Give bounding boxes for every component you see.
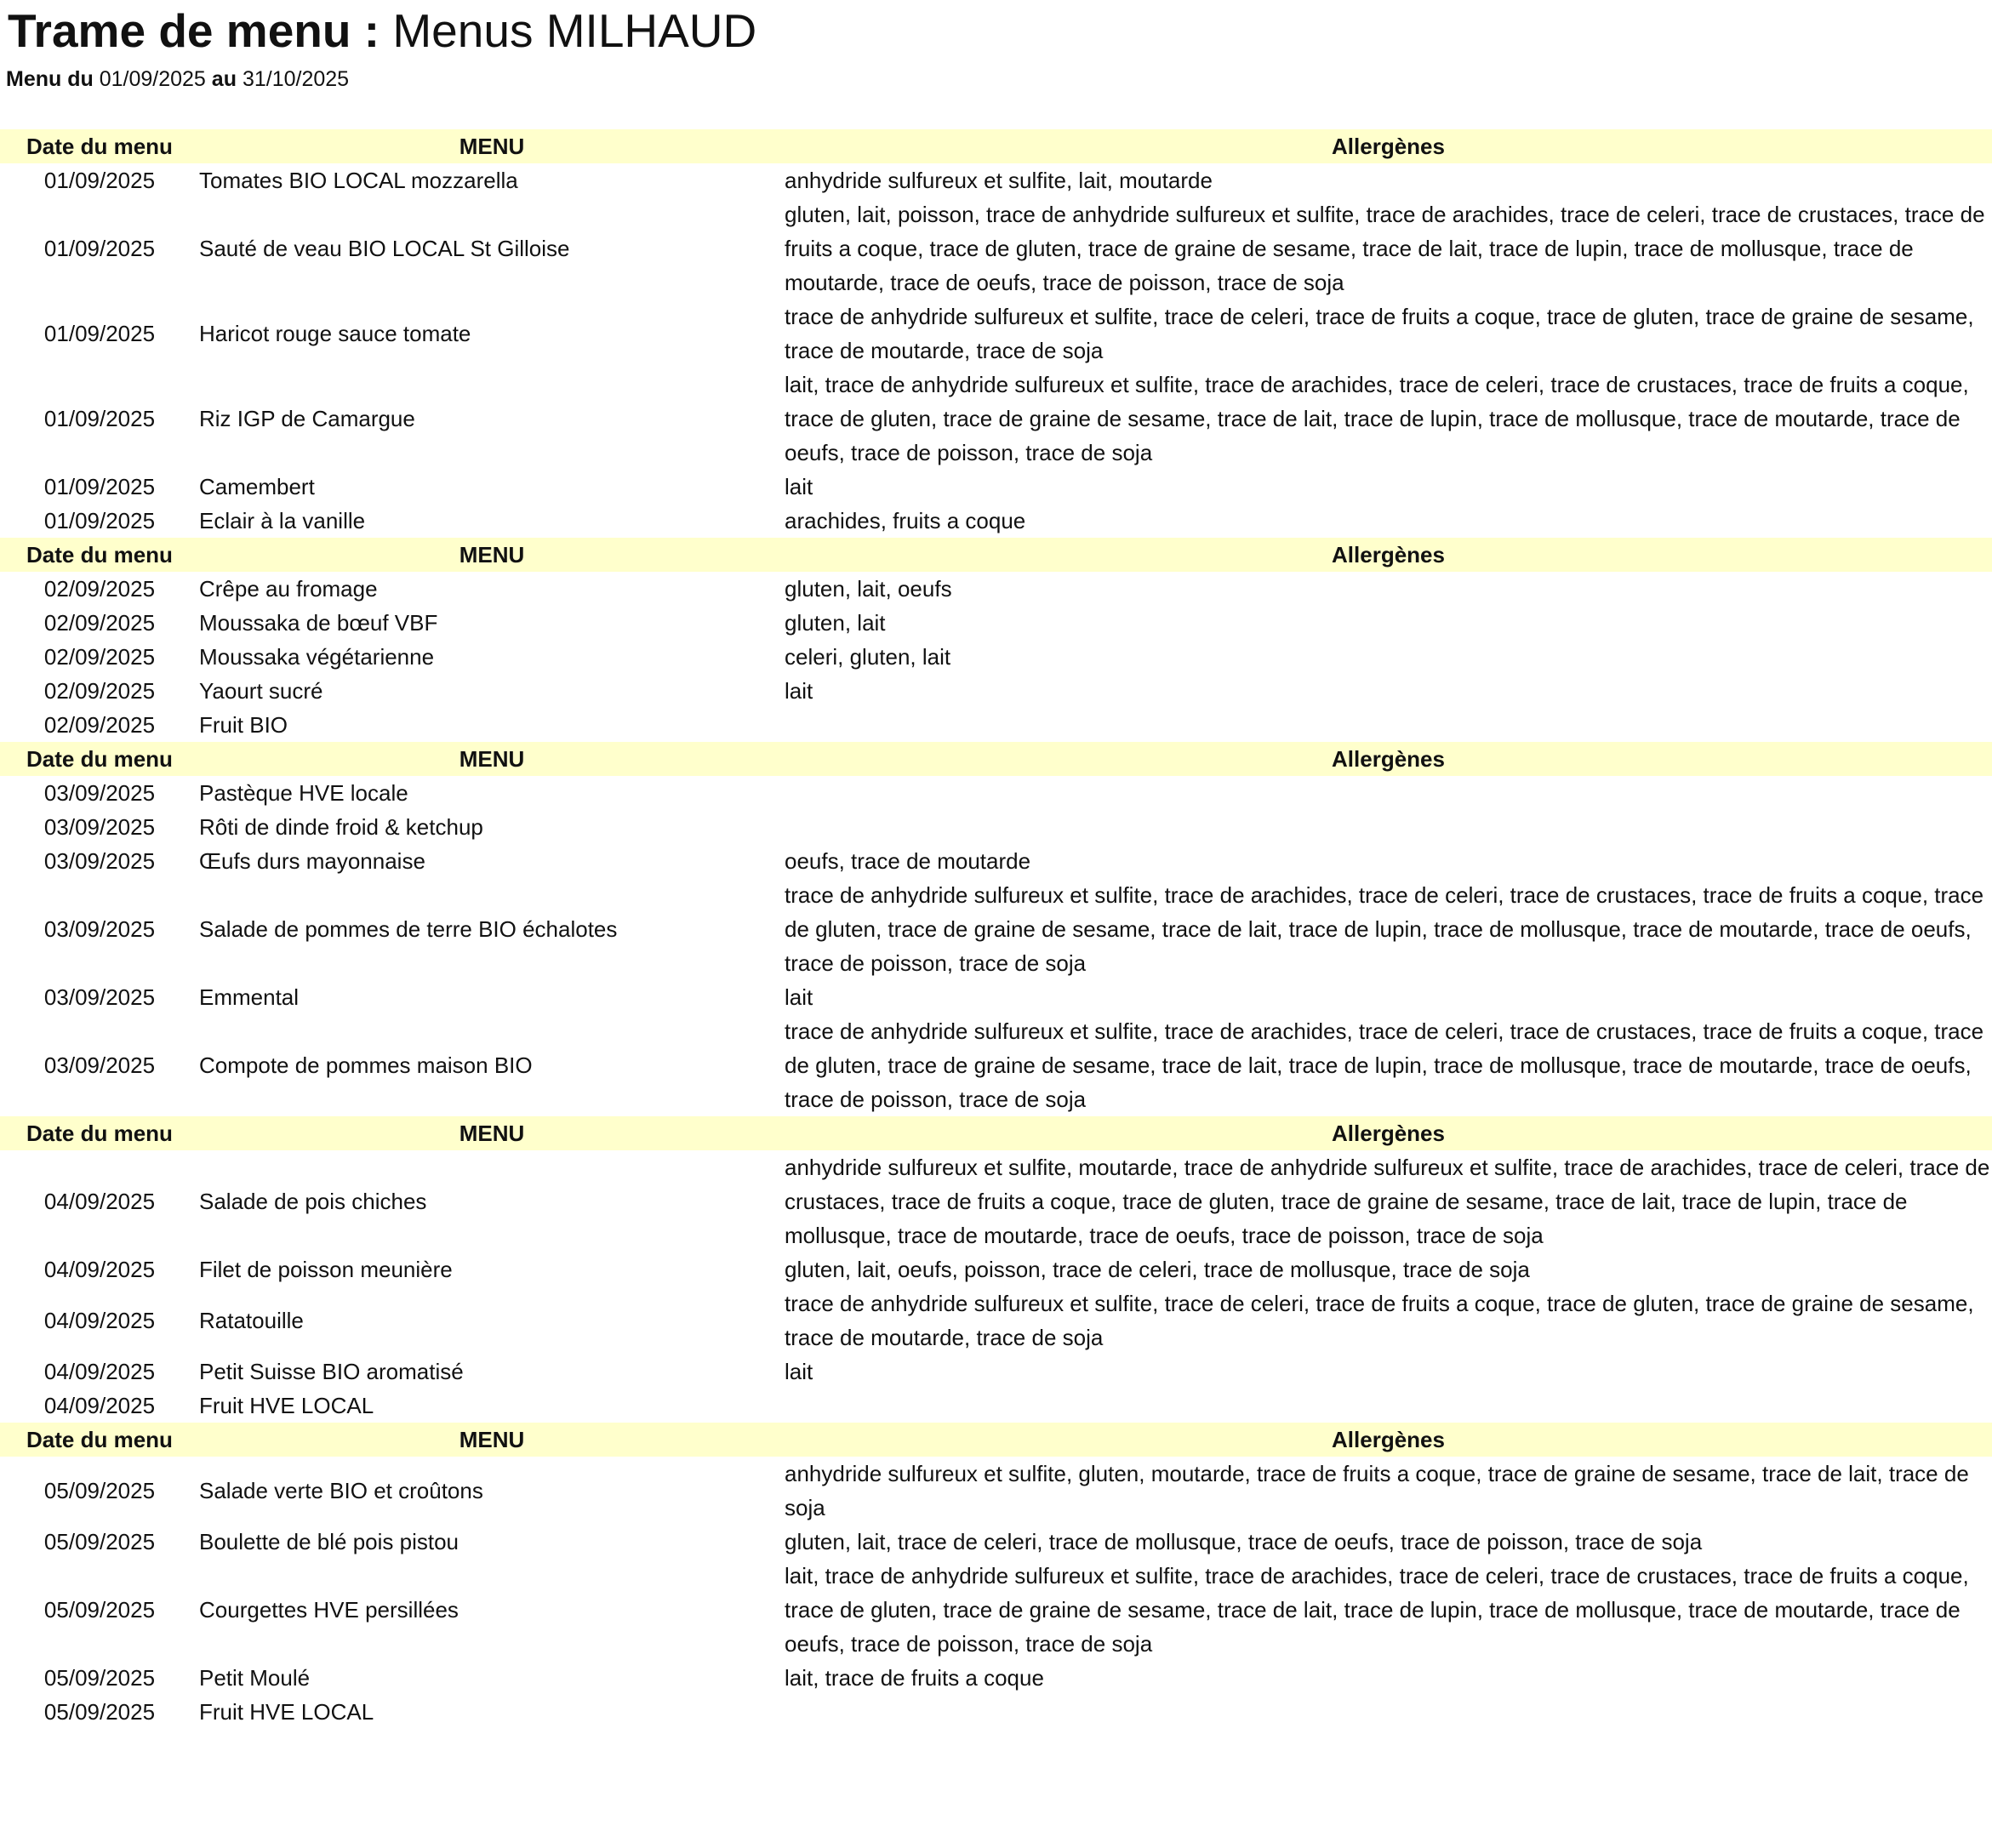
allergens-list: trace de anhydride sulfureux et sulfite, trace de celeri, trace de fruits a coque, trace de gluten, trace de graine de sesame, trace de moutarde, trace de soja [785,1291,1974,1350]
header-allergens: Allergènes [785,1116,1992,1150]
dish-name: Moussaka végétarienne [199,644,435,670]
dish-name: Petit Suisse BIO aromatisé [199,1359,464,1384]
allergens-list: anhydride sulfureux et sulfite, gluten, moutarde, trace de fruits a coque, trace de graine de sesame, trace de lait, trace de soja [785,1461,1969,1520]
menu-date: 05/09/2025 [43,1665,156,1691]
table-row [0,1389,1992,1423]
table-row [0,299,1992,368]
table-row [0,572,1992,606]
menu-date: 02/09/2025 [43,712,156,738]
header-menu: MENU [199,1116,785,1150]
column-header-row [0,742,1992,776]
menu-date: 03/09/2025 [43,1052,156,1078]
dish-name: Crêpe au fromage [199,576,378,602]
dish-name: Œufs durs mayonnaise [199,848,425,874]
allergens-list: trace de anhydride sulfureux et sulfite, trace de arachides, trace de celeri, trace de crustaces, trace de fruits a coque, trace de gluten, trace de graine de sesame, trace de lait, trace de lupin, trace de mollusque, trace de moutarde, trace de oeufs, trace de poisson, trace de soja [785,1018,1984,1112]
menu-date: 02/09/2025 [43,576,156,602]
table-row [0,1355,1992,1389]
menu-date: 01/09/2025 [43,508,156,533]
table-row [0,1286,1992,1355]
title-name: Menus MILHAUD [392,4,757,57]
menu-date: 04/09/2025 [43,1189,156,1214]
allergens-list: lait, trace de anhydride sulfureux et sulfite, trace de arachides, trace de celeri, trace de crustaces, trace de fruits a coque, trace de gluten, trace de graine de sesame, trace de lait, trace de lupin, trace de mollusque, trace de moutarde, trace de oeufs, trace de poisson, trace de soja [785,372,1969,465]
allergens-list: trace de anhydride sulfureux et sulfite, trace de arachides, trace de celeri, trace de crustaces, trace de fruits a coque, trace de gluten, trace de graine de sesame, trace de lait, trace de lupin, trace de mollusque, trace de moutarde, trace de oeufs, trace de poisson, trace de soja [785,882,1984,976]
allergens-list: gluten, lait, trace de celeri, trace de mollusque, trace de oeufs, trace de poisson, trace de soja [785,1529,1703,1554]
allergens-list [785,810,1992,844]
header-date: Date du menu [0,538,199,572]
allergens-list: celeri, gluten, lait [785,644,951,670]
allergens-list: anhydride sulfureux et sulfite, moutarde, trace de anhydride sulfureux et sulfite, trace de arachides, trace de celeri, trace de crustaces, trace de fruits a coque, trace de gluten, trace de graine de sesame, trace de lait, trace de lupin, trace de mollusque, trace de moutarde, trace de oeufs, trace de poisson, trace de soja [785,1155,1990,1248]
table-row [0,504,1992,538]
allergens-list [785,1695,1992,1729]
table-row [0,878,1992,980]
header-allergens: Allergènes [785,538,1992,572]
header-date: Date du menu [0,1423,199,1457]
dish-name: Fruit HVE LOCAL [199,1393,374,1418]
menu-date: 05/09/2025 [43,1597,156,1623]
allergens-list: lait, trace de anhydride sulfureux et sulfite, trace de arachides, trace de celeri, trace de crustaces, trace de fruits a coque, trace de gluten, trace de graine de sesame, trace de lait, trace de lupin, trace de mollusque, trace de moutarde, trace de oeufs, trace de poisson, trace de soja [785,1563,1969,1657]
column-header-row [0,129,1992,163]
header-allergens: Allergènes [785,1423,1992,1457]
table-row [0,980,1992,1014]
menu-date: 04/09/2025 [43,1393,156,1418]
range-end-date: 31/10/2025 [242,67,350,91]
allergens-list: trace de anhydride sulfureux et sulfite, trace de celeri, trace de fruits a coque, trace de gluten, trace de graine de sesame, trace de moutarde, trace de soja [785,304,1974,363]
table-row [0,197,1992,299]
table-row [0,470,1992,504]
table-row [0,1695,1992,1729]
table-row [0,606,1992,640]
menu-date: 02/09/2025 [43,610,156,636]
table-row [0,640,1992,674]
menu-date: 05/09/2025 [43,1478,156,1503]
dish-name: Fruit HVE LOCAL [199,1699,374,1725]
allergens-list: gluten, lait, oeufs [785,576,952,602]
dish-name: Rôti de dinde froid & ketchup [199,814,483,840]
range-label-to: au [211,67,237,91]
allergens-list: lait [785,678,813,704]
menu-date: 01/09/2025 [43,321,156,346]
header-menu: MENU [199,538,785,572]
menu-date: 02/09/2025 [43,644,156,670]
dish-name: Yaourt sucré [199,678,323,704]
menu-date: 02/09/2025 [43,678,156,704]
header-date: Date du menu [0,129,199,163]
menu-date: 01/09/2025 [43,236,156,261]
table-row [0,708,1992,742]
allergens-list: lait, trace de fruits a coque [785,1665,1044,1691]
table-row [0,368,1992,470]
menu-table [0,129,1992,1729]
column-header-row [0,1423,1992,1457]
menu-date: 01/09/2025 [43,168,156,193]
column-header-row [0,1116,1992,1150]
dish-name: Courgettes HVE persillées [199,1597,459,1623]
menu-date: 01/09/2025 [43,474,156,499]
table-row [0,810,1992,844]
menu-date: 03/09/2025 [43,848,156,874]
header-date: Date du menu [0,742,199,776]
table-row [0,1150,1992,1252]
dish-name: Moussaka de bœuf VBF [199,610,438,636]
menu-date: 04/09/2025 [43,1257,156,1282]
allergens-list: lait [785,984,813,1010]
menu-date: 04/09/2025 [43,1359,156,1384]
dish-name: Salade verte BIO et croûtons [199,1478,483,1503]
allergens-list: lait [785,1359,813,1384]
column-header-row [0,538,1992,572]
table-row [0,844,1992,878]
dish-name: Petit Moulé [199,1665,311,1691]
table-row [0,1661,1992,1695]
dish-name: Salade de pommes de terre BIO échalotes [199,916,618,942]
dish-name: Ratatouille [199,1308,304,1333]
allergens-list: gluten, lait, poisson, trace de anhydride sulfureux et sulfite, trace de arachides, trace de celeri, trace de crustaces, trace de fruits a coque, trace de gluten, trace de graine de sesame, trace de lait, trace de lupin, trace de mollusque, trace de moutarde, trace de oeufs, trace de poisson, trace de soja [785,202,1985,295]
allergens-list [785,708,1992,742]
page-title [8,0,756,61]
table-row [0,776,1992,810]
header-menu: MENU [199,1423,785,1457]
menu-date: 03/09/2025 [43,780,156,806]
allergens-list [785,1389,1992,1423]
dish-name: Sauté de veau BIO LOCAL St Gilloise [199,236,570,261]
header-date: Date du menu [0,1116,199,1150]
menu-date: 03/09/2025 [43,984,156,1010]
dish-name: Filet de poisson meunière [199,1257,453,1282]
dish-name: Riz IGP de Camargue [199,406,415,431]
header-allergens: Allergènes [785,742,1992,776]
range-start-date: 01/09/2025 [99,67,206,91]
dish-name: Tomates BIO LOCAL mozzarella [199,168,518,193]
header-menu: MENU [199,129,785,163]
menu-date: 01/09/2025 [43,406,156,431]
menu-date: 04/09/2025 [43,1308,156,1333]
allergens-list: lait [785,474,813,499]
allergens-list: gluten, lait [785,610,886,636]
dish-name: Fruit BIO [199,712,288,738]
menu-date-range [6,65,349,94]
allergens-list: arachides, fruits a coque [785,508,1026,533]
table-row [0,1457,1992,1525]
table-row [0,1525,1992,1559]
table-row [0,163,1992,197]
dish-name: Emmental [199,984,300,1010]
allergens-list: oeufs, trace de moutarde [785,848,1031,874]
menu-date: 03/09/2025 [43,916,156,942]
menu-date: 05/09/2025 [43,1529,156,1554]
header-allergens: Allergènes [785,129,1992,163]
dish-name: Camembert [199,474,315,499]
dish-name: Compote de pommes maison BIO [199,1052,533,1078]
header-menu: MENU [199,742,785,776]
table-row [0,1252,1992,1286]
allergens-list [785,776,1992,810]
menu-date: 05/09/2025 [43,1699,156,1725]
dish-name: Boulette de blé pois pistou [199,1529,459,1554]
allergens-list: anhydride sulfureux et sulfite, lait, moutarde [785,168,1213,193]
dish-name: Pastèque HVE locale [199,780,408,806]
allergens-list: gluten, lait, oeufs, poisson, trace de celeri, trace de mollusque, trace de soja [785,1257,1530,1282]
menu-date: 03/09/2025 [43,814,156,840]
dish-name: Eclair à la vanille [199,508,366,533]
range-label-from: Menu du [6,67,94,91]
table-row [0,1014,1992,1116]
title-label: Trame de menu : [8,4,380,57]
table-row [0,1559,1992,1661]
dish-name: Haricot rouge sauce tomate [199,321,471,346]
menu-table-body [0,129,1992,1729]
dish-name: Salade de pois chiches [199,1189,427,1214]
table-row [0,674,1992,708]
